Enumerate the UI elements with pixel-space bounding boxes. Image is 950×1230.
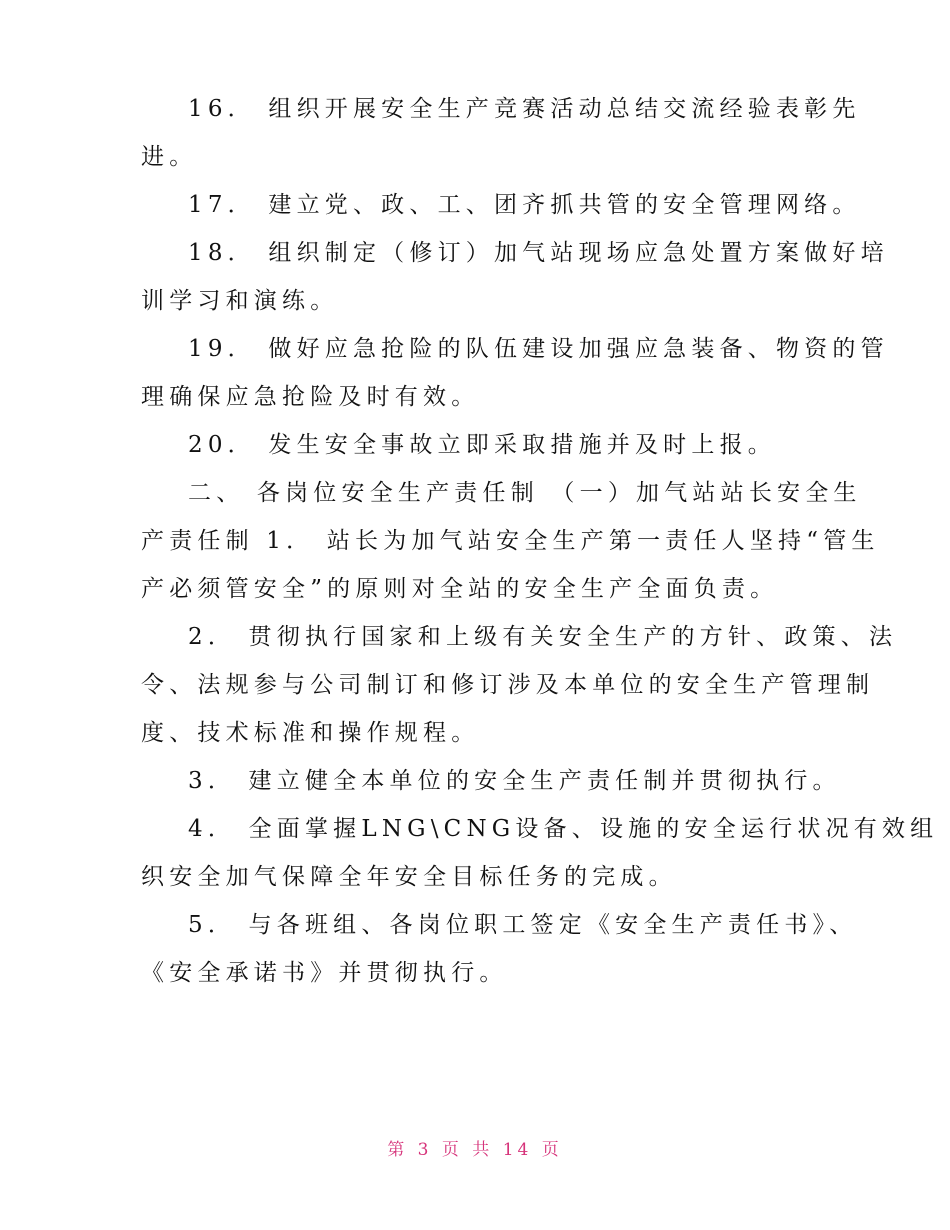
text-line: 2． 贯彻执行国家和上级有关安全生产的方针、政策、法 <box>188 624 898 650</box>
text-line: 《安全承诺书》并贯彻执行。 <box>141 960 508 986</box>
text-line: 理确保应急抢险及时有效。 <box>141 384 480 410</box>
text-line: 19． 做好应急抢险的队伍建设加强应急装备、物资的管 <box>188 336 889 362</box>
text-line: 产责任制 1． 站长为加气站安全生产第一责任人坚持“管生 <box>141 528 880 554</box>
text-line: 二、 各岗位安全生产责任制 （一）加气站站长安全生 <box>188 480 862 506</box>
text-line: 训学习和演练。 <box>141 288 339 314</box>
text-line: 令、法规参与公司制订和修订涉及本单位的安全生产管理制 <box>141 672 875 698</box>
text-line: 产必须管安全”的原则对全站的安全生产全面负责。 <box>141 576 779 602</box>
text-line: 4． 全面掌握LNG\CNG设备、设施的安全运行状况有效组 <box>188 816 939 842</box>
text-line: 5． 与各班组、各岗位职工签定《安全生产责任书》、 <box>188 912 858 938</box>
text-line: 进。 <box>141 144 198 170</box>
text-line: 16． 组织开展安全生产竞赛活动总结交流经验表彰先 <box>188 96 861 122</box>
text-line: 17． 建立党、政、工、团齐抓共管的安全管理网络。 <box>188 192 861 218</box>
text-line: 18． 组织制定（修订）加气站现场应急处置方案做好培 <box>188 240 889 266</box>
page-number-footer: 第 3 页 共 14 页 <box>387 1140 563 1160</box>
text-line: 20． 发生安全事故立即采取措施并及时上报。 <box>188 432 776 458</box>
text-line: 度、技术标准和操作规程。 <box>141 720 480 746</box>
text-line: 织安全加气保障全年安全目标任务的完成。 <box>141 864 677 890</box>
text-line: 3． 建立健全本单位的安全生产责任制并贯彻执行。 <box>188 768 841 794</box>
